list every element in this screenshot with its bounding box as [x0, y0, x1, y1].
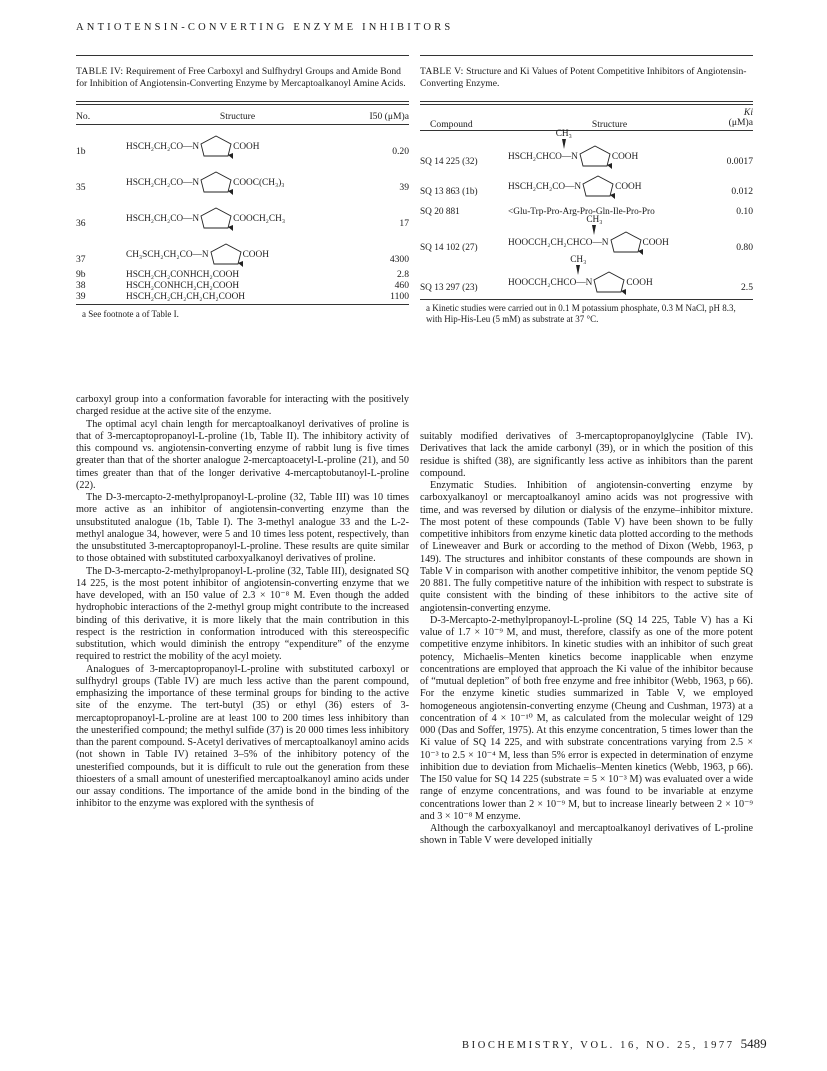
- table-v-body: [420, 131, 753, 297]
- compound-name: SQ 14 225 (32): [420, 157, 478, 168]
- pyrrolidine-ring-icon: [199, 134, 233, 160]
- structure-left: HSCH₂CH₂CO—N: [126, 142, 200, 153]
- compound-number: 38: [76, 280, 86, 292]
- table-row: [420, 257, 753, 297]
- i50-value: 0.20: [392, 146, 409, 158]
- methyl-branch: CH₃: [556, 129, 572, 149]
- page-footer: [462, 1036, 767, 1052]
- structure-right: COOH: [233, 142, 260, 153]
- header-ki: Ki (μM)a: [728, 107, 753, 129]
- structure-right: COOH: [615, 182, 642, 193]
- structure-cell: [126, 161, 349, 197]
- paragraph: D-3-Mercapto-2-methylpropanoyl-L-proline (SQ 14 225, Table V) has a Ki value of 1.7 × 10⁻⁹ M, and must, therefore, classify as one of the more potent competitive enzyme inhibitors. In kinetic studies with an inhibitor of such great potency, Michaelis–Menten kinetics become inapplicable when enzyme concentrations are employed that approach the Ki value of the inhibitor because of “mutual depletion” of both free enzyme and free inhibitor (Webb, 1963, p 66). For the enzyme kinetic studies summarized in Table V, we employed homogeneous angiotensin-converting enzyme (Cheung and Cushman, 1973) at a concentration of 4 × 10⁻¹⁰ M, as calculated from the molecular weight of 129 000 (Das and Soffer, 1975). At this enzyme concentration, 5 times lower than the Ki value of SQ 14 225, and with substrate concentrations varying from 2.5 × 10⁻³ to 2.5 × 10⁻⁴ M, less than 5% error is expected in determination of enzyme inhibition due to deviation from Michaelis–Menten kinetics (Webb, 1963, p 66). The I50 value for SQ 14 225 (substrate = 5 × 10⁻³ M) was evaluated over a wide range of enzyme concentrations, and was found to be invariable at enzyme concentrations lower than 2 × 10⁻⁹ M, but to increase linearly between 2 × 10⁻⁹ and 3 × 10⁻⁸ M enzyme.: [420, 614, 753, 822]
- compound-name: SQ 13 863 (1b): [420, 187, 478, 198]
- table-row: [76, 291, 409, 302]
- ki-value: 2.5: [741, 282, 753, 294]
- pyrrolidine-ring-icon: [578, 144, 612, 170]
- paragraph: The D-3-mercapto-2-methylpropanoyl-L-proline (32, Table III) was 10 times more active as an inhibitor of angiotensin-converting enzyme than the unsubstituted analogue (1b, Table I). The 3-methyl analogue 33 and the L-2-methyl analogue 34, however, were 5 and 10 times less potent, respectively, than the unsubstituted 3-mercaptopropanoyl-L-proline. These results are quite similar to those obtained with substituted carboxyalkanoyl derivatives of proline.: [76, 492, 409, 565]
- table-row: [76, 125, 409, 161]
- table-iv-caption: TABLE IV: Requirement of Free Carboxyl and Sulfhydryl Groups and Amide Bond for Inhibition of Angiotensin-Converting Enzyme by Mercaptoalkanoyl Amine Acids.: [76, 66, 406, 89]
- structure-cell: [126, 291, 349, 302]
- structure-left: HSCH₂CH₂CO—N: [508, 182, 582, 193]
- header-structure: Structure: [219, 110, 256, 122]
- table-iv-body: [76, 125, 409, 302]
- paragraph: Analogues of 3-mercaptopropanoyl-L-proline with substituted carboxyl or sulfhydryl groups (Table IV) are much less active than the parent compound, emphasizing the importance of these terminal groups for binding to the active site of the enzyme. The tert-butyl (35) or ethyl (36) esters of 3-mercaptopropanoyl-L-proline are at least 100 to 200 times less inhibitory than the unesterified compound; the methyl sulfide (37) is 20 000 times less inhibitory than the parent compound. S-Acetyl derivatives of mercaptoalkanoyl amino acids (not shown in Table IV) retained 3–5% of the inhibitory potency of the unesterified compounds, but it is difficult to rule out the generation from these thioesters of a small amount of unesterified mercaptoalkanoyl amino acids under our assay conditions. The importance of the amide bond in the binding of the inhibitor to the enzyme was explored with the synthesis of: [76, 663, 409, 810]
- ki-value: 0.80: [736, 242, 753, 254]
- structure-right: COOH: [611, 152, 639, 163]
- pyrrolidine-ring-icon: [592, 270, 626, 296]
- structure-cell: [508, 171, 709, 201]
- structure-right: COOCH₂CH₃: [233, 214, 286, 225]
- structure-left: HSCH₂CHCO—N: [508, 152, 578, 163]
- paragraph: carboxyl group into a conformation favorable for interacting with the positively charged residue at the active site of the enzyme.: [76, 394, 409, 418]
- structure-left: HOOCCH₂CH₂CHCO—N: [508, 238, 609, 249]
- structure-cell: [126, 197, 349, 233]
- structure-cell: [126, 280, 349, 291]
- page-number: 5489: [740, 1036, 767, 1051]
- ki-value: 0.10: [736, 206, 753, 218]
- structure-formula: HSCH₂CH₂CONHCH₂COOH: [126, 270, 240, 281]
- table-row: [420, 217, 753, 257]
- structure-right: COOH: [626, 278, 653, 289]
- structure-cell: [126, 125, 349, 161]
- header-structure-v: Structure: [591, 119, 628, 131]
- pyrrolidine-ring-icon: [609, 230, 643, 256]
- table-iv-grid: [76, 108, 409, 124]
- structure-formula: HSCH₂CONHCH₂CH₂COOH: [126, 281, 240, 292]
- structure-cell: [126, 233, 349, 269]
- paragraph: The optimal acyl chain length for mercaptoalkanoyl derivatives of proline is that of 3-mercaptopropanoyl-L-proline (1b, Table II). The inhibitory activity of this compound vs. angiotensin-converting enzyme of rabbit lung is five times greater than that of the shorter analogue 2-mercaptoacetyl-L-proline (21), and 50 times greater than that of the longer derivative 4-mercaptobutanoyl-L-proline (22).: [76, 418, 409, 491]
- table-v-header: [420, 106, 753, 130]
- table-row: [420, 171, 753, 201]
- methyl-branch: CH₃: [570, 255, 586, 275]
- compound-number: 39: [76, 291, 86, 303]
- structure-left: CH₃SCH₂CH₂CO—N: [126, 250, 209, 261]
- i50-value: 2.8: [397, 269, 409, 281]
- journal-name: BIOCHEMISTRY, VOL. 16, NO. 25, 1977: [462, 1040, 735, 1051]
- table-v-footnote: a Kinetic studies were carried out in 0.1 M potassium phosphate, 0.3 M NaCl, pH 8.3, with Hip-His-Leu (5 mM) as substrate at 37 °C.: [426, 303, 736, 324]
- table-v: [420, 55, 753, 325]
- header-no: No.: [76, 110, 91, 122]
- table-row: [420, 131, 753, 171]
- compound-number: 37: [76, 254, 86, 266]
- structure-formula: HSCH₂CH₂CH₂CH₂CH₂COOH: [126, 292, 246, 303]
- i50-value: 4300: [389, 254, 409, 266]
- paragraph: Enzymatic Studies. Inhibition of angiotensin-converting enzyme by carboxyalkanoyl or mercaptoalkanoyl amino acids was not progressive with time, and was reversed by dilution or dialysis of the enzyme–inhibitor mixture. The most potent of these compounds (Table V) have been shown to be fully competitive inhibitors from enzyme kinetic data plotted according to the methods of Lineweaver and Burk or according to the method of Dixon (Webb, 1963, p 149). The structures and inhibitor constants of these compounds are shown in Table V in comparison with another competitive inhibitor, the venom peptide SQ 20 881. The fully competitive nature of the inhibition with respect to substrate is quite consistent with the binding of these inhibitors to the active site of angiotensin-converting enzyme.: [420, 480, 753, 614]
- ki-value: 0.012: [731, 186, 753, 198]
- pyrrolidine-ring-icon: [209, 242, 243, 268]
- compound-number: 36: [76, 218, 86, 230]
- i50-value: 460: [394, 280, 409, 292]
- structure-left: HSCH₂CH₂CO—N: [126, 178, 200, 189]
- compound-name: SQ 20 881: [420, 207, 460, 218]
- structure-cell: [508, 217, 709, 257]
- left-body-text: [76, 394, 409, 811]
- compound-number: 9b: [76, 269, 86, 281]
- structure-right: COOH: [642, 238, 669, 249]
- bond-arrow-icon: [591, 225, 597, 235]
- structure-right: COOH: [242, 250, 269, 261]
- compound-number: 1b: [76, 146, 86, 158]
- structure-formula: <Glu-Trp-Pro-Arg-Pro-Gln-Ile-Pro-Pro: [508, 207, 655, 218]
- structure-left: HSCH₂CH₂CO—N: [126, 214, 200, 225]
- i50-value: 39: [399, 182, 409, 194]
- structure-cell: [508, 257, 709, 297]
- structure-cell: [508, 201, 709, 217]
- table-v-caption: TABLE V: Structure and Ki Values of Potent Competitive Inhibitors of Angiotensin-Converting Enzyme.: [420, 66, 747, 89]
- pyrrolidine-ring-icon: [199, 170, 233, 196]
- structure-right: COOC(CH₃)₃: [233, 178, 285, 189]
- table-iv-footnote: a See footnote a of Table I.: [82, 309, 179, 320]
- i50-value: 17: [399, 218, 409, 230]
- methyl-branch: CH₃: [586, 215, 602, 235]
- bond-arrow-icon: [561, 139, 567, 149]
- table-row: [76, 233, 409, 269]
- compound-number: 35: [76, 182, 86, 194]
- running-head: ANTIOTENSIN-CONVERTING ENZYME INHIBITORS: [76, 22, 454, 33]
- structure-cell: [126, 269, 349, 280]
- i50-value: 1100: [390, 291, 409, 303]
- table-row: [76, 280, 409, 291]
- bond-arrow-icon: [575, 265, 581, 275]
- compound-name: SQ 14 102 (27): [420, 243, 478, 254]
- paragraph: suitably modified derivatives of 3-mercaptopropanoylglycine (Table IV). Derivatives that lack the amide carbonyl (39), or in which the position of this residue is shifted (38), are significantly less active as inhibitors than the parent compound.: [420, 431, 753, 479]
- header-i50: I50 (μM)a: [369, 110, 409, 122]
- header-compound: Compound: [430, 119, 473, 131]
- table-iv: [76, 55, 409, 320]
- right-body-text: [420, 431, 753, 848]
- structure-left: HOOCCH₂CHCO—N: [508, 278, 593, 289]
- table-row: [76, 197, 409, 233]
- pyrrolidine-ring-icon: [581, 174, 615, 200]
- pyrrolidine-ring-icon: [199, 206, 233, 232]
- table-row: [76, 161, 409, 197]
- paragraph: The D-3-mercapto-2-methylpropanoyl-L-proline (32, Table III), designated SQ 14 225, is the most potent inhibitor of angiotensin-converting enzyme that we have developed, with an I50 value of 2.3 × 10⁻⁸ M. Even though the added hydrophobic interactions of the 2-methyl group might contribute to the increased binding of this derivative, it is more likely that the main contribution in this respect is the restriction in conformation introduced with this stereospecific substitution, which would diminish the entropy “expenditure” of the enzyme required to restrict the mobility of the acyl moiety.: [76, 565, 409, 663]
- compound-name: SQ 13 297 (23): [420, 283, 478, 294]
- table-row: [76, 269, 409, 280]
- ki-value: 0.0017: [726, 156, 753, 168]
- structure-cell: [508, 131, 709, 171]
- paragraph: Although the carboxyalkanoyl and mercaptoalkanoyl derivatives of L-proline shown in Table V were developed initially: [420, 823, 753, 847]
